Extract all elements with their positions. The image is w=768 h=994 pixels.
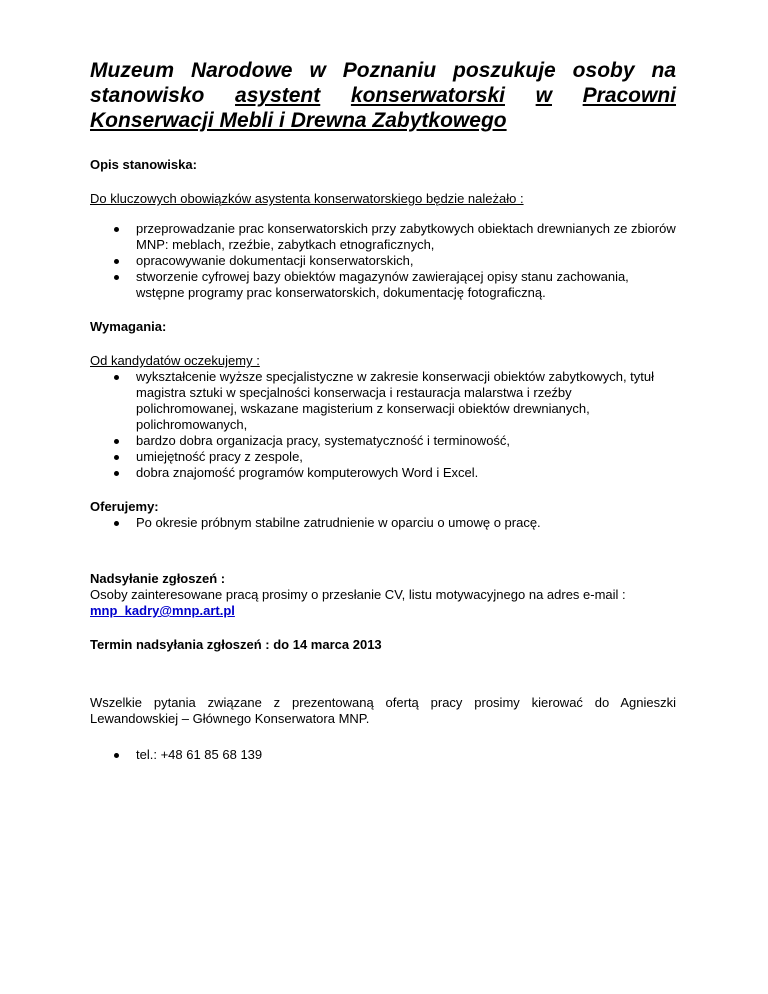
list-item: stworzenie cyfrowej bazy obiektów magazynów zawierającej opisy stanu zachowania, wstępne programy prac konserwatorskich, dokumentację fotograficzną. — [90, 269, 676, 301]
oferujemy-heading: Oferujemy: — [90, 499, 159, 514]
document-page — [90, 58, 676, 763]
kontakt-list — [90, 747, 676, 763]
email-link[interactable]: mnp_kadry@mnp.art.pl — [90, 603, 235, 618]
section-opis-heading — [90, 157, 676, 173]
list-item: wykształcenie wyższe specjalistyczne w zakresie konserwacji obiektów zabytkowych, tytuł magistra sztuki w specjalności konserwacja i restauracja malarstwa i rzeźby polichromowanej, wskazane magisterium z konserwacji obiektów drewnianych, polichromowanych, — [90, 369, 676, 433]
bullet-icon — [114, 455, 119, 460]
phone-number: tel.: +48 61 85 68 139 — [136, 747, 263, 762]
title-line-1: Muzeum Narodowe w Poznaniu poszukuje osoby na — [90, 59, 676, 82]
list-item: przeprowadzanie prac konserwatorskich przy zabytkowych obiektach drewnianych ze zbiorów MNP: meblach, rzeźbie, zabytkach etnograficznych, — [90, 221, 676, 253]
bullet-icon — [114, 259, 119, 264]
oferujemy-list — [90, 515, 676, 531]
bullet-icon — [114, 521, 119, 526]
section-opis-intro — [90, 191, 676, 207]
section-termin — [90, 637, 676, 653]
list-item: umiejętność pracy z zespole, — [90, 449, 676, 465]
list-item: dobra znajomość programów komputerowych Word i Excel. — [90, 465, 676, 481]
title-word-asystent: asystent — [235, 84, 321, 107]
title-word-w: w — [535, 84, 552, 107]
title-word-pracowni: Pracowni — [582, 84, 677, 107]
bullet-icon — [114, 753, 119, 758]
wymagania-list — [90, 369, 676, 481]
title-line-2 — [90, 83, 676, 108]
opis-intro: Do kluczowych obowiązków asystenta konserwatorskiego będzie należało : — [90, 191, 524, 206]
title-word-stanowisko: stanowisko — [90, 84, 205, 107]
section-pytania — [90, 695, 676, 727]
opis-heading: Opis stanowiska: — [90, 157, 197, 172]
termin-text: Termin nadsyłania zgłoszeń : do 14 marca 2013 — [90, 637, 382, 652]
list-item: bardzo dobra organizacja pracy, systematyczność i terminowość, — [90, 433, 676, 449]
list-item: Po okresie próbnym stabilne zatrudnienie w oparciu o umowę o pracę. — [90, 515, 676, 531]
pytania-text: Wszelkie pytania związane z prezentowaną ofertą pracy prosimy kierować do Agnieszki Lewandowskiej – Głównego Konserwatora MNP. — [90, 695, 676, 726]
bullet-icon — [114, 439, 119, 444]
title-word-konserwatorski: konserwatorski — [350, 84, 505, 107]
wymagania-intro: Od kandydatów oczekujemy : — [90, 353, 260, 368]
wymagania-heading: Wymagania: — [90, 319, 167, 334]
bullet-icon — [114, 375, 119, 380]
title-line-3: Konserwacji Mebli i Drewna Zabytkowego — [90, 109, 507, 132]
nadsylanie-heading: Nadsyłanie zgłoszeń : — [90, 571, 226, 586]
opis-list — [90, 221, 676, 301]
bullet-icon — [114, 471, 119, 476]
section-wymagania-heading — [90, 319, 676, 335]
bullet-icon — [114, 227, 119, 232]
bullet-icon — [114, 275, 119, 280]
page-title — [90, 58, 676, 133]
list-item — [90, 747, 676, 763]
section-nadsylanie — [90, 571, 676, 619]
list-item: opracowywanie dokumentacji konserwatorskich, — [90, 253, 676, 269]
nadsylanie-text: Osoby zainteresowane pracą prosimy o przesłanie CV, listu motywacyjnego na adres e-mail : — [90, 587, 626, 602]
